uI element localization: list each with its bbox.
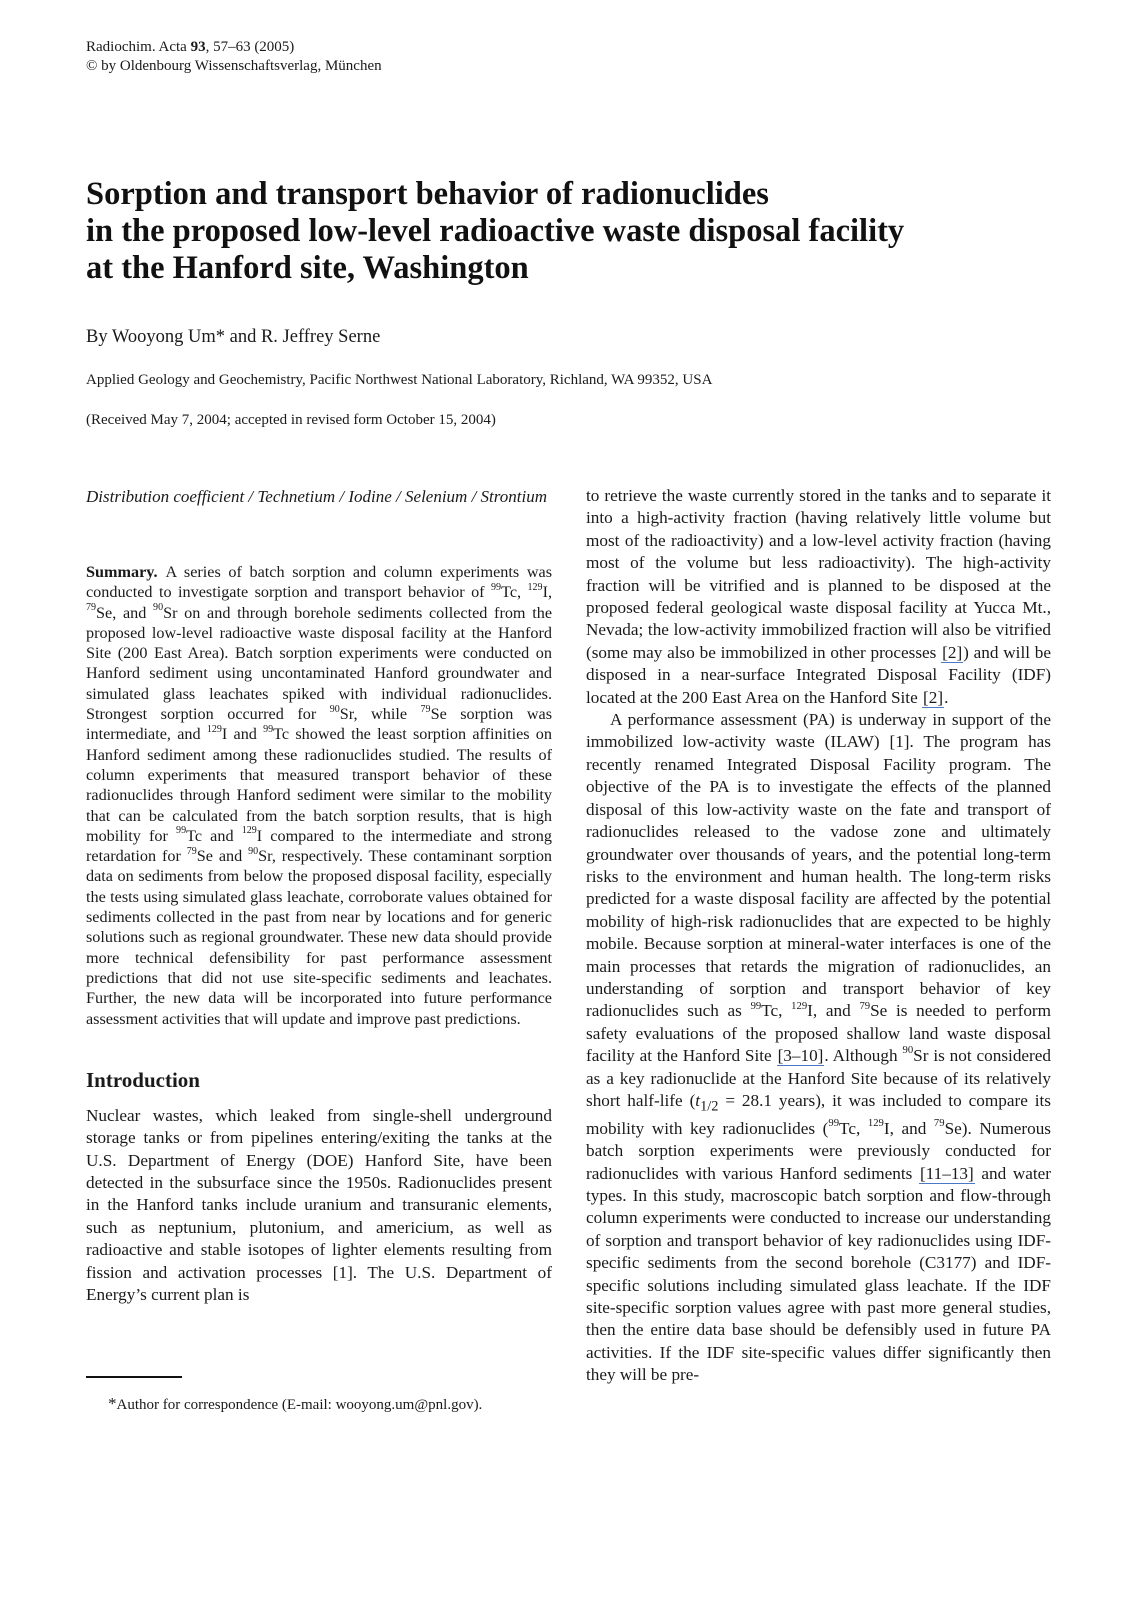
isotope-mass-number: 129 [527, 581, 543, 593]
text-run: Se sorption was intermediate, and [86, 705, 552, 744]
isotope-mass-number: 79 [420, 703, 431, 715]
text-run: Sr is not considered as a key radionuclide at the Hanford Site because of its relatively short half-life ( [586, 1046, 1051, 1110]
subscript: 1/2 [700, 1098, 719, 1115]
text-run: to retrieve the waste currently stored in the tanks and to separate it into a high-activity fraction (having relatively little volume but most of the radioactivity) and a low-level activity fraction (having most of the volume but less radioactivity). The high-activity fraction will be vitrified and is planned to be disposed at the proposed federal geological waste disposal facility at Yucca Mt., Nevada; the low-activity immobilized fraction will also be vitrified (some may also be immobilized in other processes [586, 486, 1051, 662]
text-run: Tc, [761, 1001, 792, 1021]
body-paragraph-2 [586, 709, 1051, 1387]
isotope-mass-number: 129 [791, 1000, 808, 1012]
text-run: A performance assessment (PA) is underway in support of the immobilized low-activity waste (ILAW) [1]. The program has recently renamed Integrated Disposal Facility program. The objective of the PA is to investigate the effects of the planned disposal of this low-activity waste on the fate and transport of radionuclides released to the vadose zone and ultimately groundwater over thousands of years, and the potential long-term risks to the environment and human health. The long-term risks predicted for a waste disposal facility are affected by the potential mobility of high-risk radionuclides that are expected to be highly mobile. Because sorption at mineral-water interfaces is one of the main processes that retards the migration of radionuclides, an understanding of sorption and transport behavior of key radionuclides such as [586, 710, 1051, 1021]
text-run: I and [221, 725, 264, 744]
introduction-paragraph: Nuclear wastes, which leaked from single-shell underground storage tanks or from pipelines entering/exiting the tanks at the U.S. Department of Energy (DOE) Hanford Site, have been detected in the subsurface since the 1950s. Radionuclides present in the Hanford tanks include uranium and transuranic elements, such as neptunium, plutonium, and americium, as well as radioactive and stable isotopes of lighter elements resulting from fission and activation processes [1]. The U.S. Department of Energy’s current plan is [86, 1105, 552, 1305]
text-run: Se). Numerous batch sorption experiments were previously conducted for radionuclides with various Hanford sediments [586, 1118, 1051, 1183]
isotope-mass-number: 99 [750, 1000, 762, 1012]
body-paragraph-1 [586, 485, 1051, 709]
isotope-mass-number: 129 [241, 825, 257, 837]
isotope-mass-number: 90 [153, 602, 164, 614]
italic-symbol: t [695, 1090, 701, 1110]
isotope-mass-number: 90 [902, 1045, 914, 1057]
footnote-text: Author for correspondence (E-mail: wooyong.um@pnl.gov). [116, 1397, 483, 1413]
text-run: Se, and [96, 603, 154, 622]
text-run: Tc, [501, 583, 528, 602]
isotope-mass-number: 79 [933, 1118, 945, 1130]
citation-link[interactable]: [11–13] [919, 1163, 974, 1183]
journal-volume: 93 [190, 39, 206, 55]
section-heading-introduction: Introduction [86, 1067, 200, 1092]
isotope-mass-number: 129 [206, 723, 222, 735]
citation-link[interactable]: [2] [923, 687, 944, 707]
publisher-line: © by Oldenbourg Wissenschaftsverlag, München [86, 58, 382, 74]
affiliation: Applied Geology and Geochemistry, Pacific Northwest National Laboratory, Richland, WA 99352, USA [86, 372, 713, 388]
title-line-1: Sorption and transport behavior of radionuclides [86, 176, 769, 212]
right-column [586, 485, 1051, 1387]
keywords: Distribution coefficient / Technetium / Iodine / Selenium / Strontium [86, 487, 547, 506]
summary-label: Summary. [86, 563, 158, 581]
text-run: . [944, 687, 949, 707]
text-run: Sr, while [339, 705, 421, 724]
footnote-marker: * [108, 1394, 117, 1413]
isotope-mass-number: 99 [828, 1118, 840, 1130]
text-run: and water types. In this study, macroscopic batch sorption and flow-through column experiments were conducted to increase our understanding of sorption and transport behavior of key radionuclides using IDF-specific sediments from the second borehole (C3177) and IDF-specific solutions including simulated glass leachate. If the IDF site-specific sorption values agree with past more general studies, then the entire data base should be defensibly used in future PA activities. If the IDF site-specific values differ significantly then they will be pre- [586, 1163, 1051, 1385]
isotope-mass-number: 79 [186, 845, 197, 857]
correspondence-footnote [108, 1394, 482, 1414]
isotope-mass-number: 79 [859, 1000, 871, 1012]
text-run: = 28.1 years), it was included to compare its mobility with key radionuclides ( [586, 1090, 1051, 1138]
text-run: Se and [196, 847, 249, 866]
isotope-mass-number: 99 [176, 825, 187, 837]
text-run: Tc and [186, 826, 242, 845]
author-line: By Wooyong Um* and R. Jeffrey Serne [86, 327, 381, 347]
text-run: Tc, [839, 1118, 868, 1138]
citation-link[interactable]: [3–10] [777, 1046, 824, 1066]
journal-header [86, 38, 382, 76]
isotope-mass-number: 129 [867, 1118, 884, 1130]
text-run: ) and will be disposed in a near-surface Integrated Disposal Facility (IDF) located at the 200 East Area on the Hanford Site [586, 642, 1051, 707]
isotope-mass-number: 90 [329, 703, 340, 715]
isotope-mass-number: 99 [263, 723, 274, 735]
title-line-2: in the proposed low-level radioactive waste disposal facility [86, 213, 905, 249]
text-run: I, and [883, 1118, 934, 1138]
text-run: A series of batch sorption and column experiments was conducted to investigate sorption and transport behavior of [86, 563, 552, 602]
title-line-3: at the Hanford site, Washington [86, 250, 529, 286]
journal-name: Radiochim. Acta [86, 39, 191, 55]
text-run: I compared to the intermediate and strong retardation for [86, 826, 552, 866]
summary-text [86, 563, 552, 1028]
journal-pages: , 57–63 (2005) [205, 39, 295, 55]
isotope-mass-number: 90 [248, 845, 259, 857]
left-column [86, 485, 552, 1306]
text-run: Se is needed to perform safety evaluations of the proposed shallow land waste disposal facility at the Hanford Site [586, 1001, 1051, 1066]
footnote-divider [86, 1376, 182, 1378]
text-run: Sr on and through borehole sediments collected from the proposed low-level radioactive waste disposal facility at the Hanford Site (200 East Area). Batch sorption experiments were conducted on Hanford sediment using uncontaminated Hanford groundwater and simulated glass leachates spiked with individual radionuclides. Strongest sorption occurred for [86, 603, 552, 724]
summary-paragraph [86, 562, 552, 1029]
text-run: Sr, respectively. These contaminant sorption data on sediments from below the proposed disposal facility, especially the tests using simulated glass leachate, corroborate values obtained for sediments collected in the past from near by locations and for generic solutions such as regional groundwater. These new data should provide more technical defensibility for past performance assessment predictions that did not use site-specific sediments and leachates. Further, the new data will be incorporated into future performance assessment activities that will update and improve past predictions. [86, 847, 553, 1028]
paper-title [86, 176, 1036, 287]
received-dates: (Received May 7, 2004; accepted in revised form October 15, 2004) [86, 412, 496, 428]
text-run: I, and [807, 1001, 860, 1021]
text-run: I, [542, 583, 552, 602]
isotope-mass-number: 79 [86, 602, 97, 614]
journal-citation [86, 38, 382, 57]
citation-link[interactable]: [2] [942, 642, 963, 662]
isotope-mass-number: 99 [491, 581, 502, 593]
text-run: . Although [824, 1046, 903, 1066]
text-run: Tc showed the least sorption affinities on Hanford sediment among these radionuclides studied. The results of column experiments that measured transport behavior of these radionuclides through Hanford sediment were similar to the mobility that can be calculated from the batch sorption results, that is high mobility for [86, 725, 552, 845]
